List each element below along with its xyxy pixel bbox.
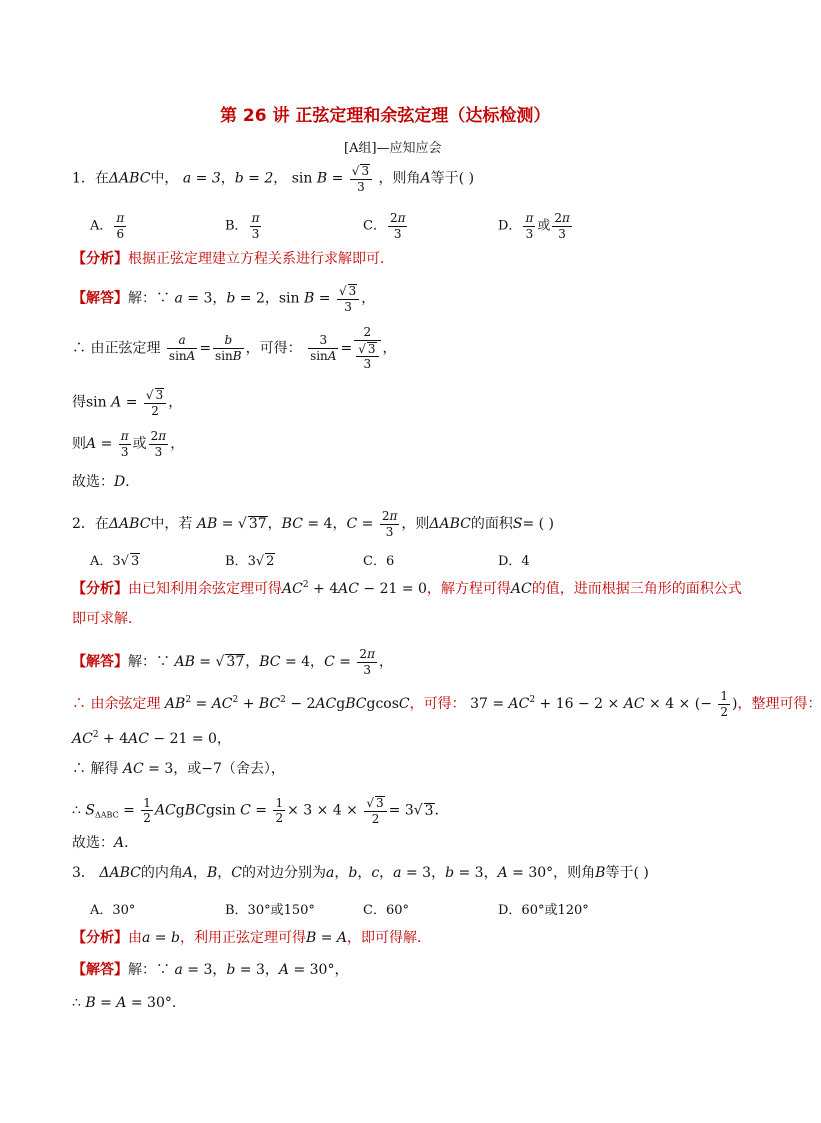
q1-step-sinA: 得sin A = $\frac{√ 3}{2}$ ， [72,388,183,418]
q1-then: ，则角 [378,170,421,187]
q1-option-c: C． $\frac{2\pi}{3}$ [363,211,406,241]
q3-option-b: B．30°或150° [225,903,315,918]
q3-option-a: A．30° [90,903,136,918]
q1-choice: 故选：D． [72,474,140,490]
q2-choice: 故选：A． [72,835,139,851]
q1-ask: 等于( ) [430,170,475,187]
q2-option-d: D．4 [498,554,530,569]
q2-law-line: ∴ 由余弦定理 $AB^2 = AC^2 + BC^2$ − 2ACgBCgcosC，可得： $37 = AC^2 + 16 - 2$ × AC × 4 × (− $\frac{1}{2}$ )，整理可得： [72,689,821,719]
q2-option-c: C．6 [363,554,395,569]
q3-option-d: D．60°或120° [498,903,589,918]
q1-b: b = 2 [234,170,274,187]
q2-solved: ∴ 解得 AC = 3，或−7（舍去）， [72,761,285,777]
q1-number: 1．在 [72,170,109,187]
q3-answer: 【解答】解：∵ a = 3，b = 3，A = 30°， [72,962,349,978]
q1-a: a = 3 [182,170,221,187]
q2-stem: 2．在ΔABC中，若 AB = √ 37，BC = 4，C = $\frac{2\pi}{3}$ ，则ΔABC的面积S= ( ) [72,509,554,539]
q1-option-a: A． $\frac{\pi}{6}$ [90,211,125,241]
q2-equation: $AC^2 + 4AC - 21 = 0$， [72,730,231,747]
q2-option-a: A．3√ 3 [90,554,140,569]
q1-option-b: B． $\frac{\pi}{3}$ [225,211,260,241]
q1-step-A: 则A = $\frac{\pi}{3}$ 或 $\frac{2\pi}{3}$ ， [72,429,185,459]
q3-analysis: 【分析】由a = b，利用正弦定理可得B = A，即可得解． [72,930,432,946]
q1-stem-tail: 中， [150,170,179,187]
q3-option-c: C．60° [363,903,409,918]
q2-analysis: 【分析】由已知利用余弦定理可得$AC^2 + 4AC - 21 = 0$，解方程可得AC的值，进而根据三角形的面积公式 [72,580,742,597]
q3-result: ∴ B = A = 30°． [72,995,186,1011]
q1-law-line: ∴ 由正弦定理 $\frac{a}{\sin A}$ = $\frac{b}{\sin B}$ ，可得： $\frac{3}{\sin A}$ = $\frac{2}{\frac{√ 3}{3}}$ ， [72,325,397,372]
q2-analysis-cont: 即可求解． [72,611,142,627]
q1-option-d: D． $\frac{\pi}{3}$ 或 $\frac{2\pi}{3}$ [498,211,570,241]
q1-stem: 1．在ΔABC中， a = 3，b = 2， sin B = $\frac{√ 3}{3}$ ，则角A等于( ) [72,164,475,194]
q1-answer: 【解答】解：∵ a = 3，b = 2，sin B = $\frac{√ 3}{3}$ ， [72,284,376,314]
page-title: 第 26 讲 正弦定理和余弦定理（达标检测） [220,106,551,126]
q2-answer: 【解答】解：∵ AB = √ 37，BC = 4，C = $\frac{2\pi}{3}$ ， [72,647,393,677]
q1-analysis: 【分析】根据正弦定理建立方程关系进行求解即可． [72,251,394,267]
q2-area: ∴ $S_{\Delta ABC}$ = $\frac{1}{2}$ ACgBCgsin C = $\frac{1}{2}$ × 3 × 4 × $\frac{√ 3}{2}$ = 3√ 3． [72,795,449,826]
q3-stem: 3． ΔABC的内角A，B，C的对边分别为a，b，c，a = 3，b = 3，A = 30°，则角B等于( ) [72,865,649,881]
group-label: [A组]—应知应会 [344,141,442,156]
q2-option-b: B．3√ 2 [225,554,275,569]
q1-sinB: sin [291,170,313,187]
